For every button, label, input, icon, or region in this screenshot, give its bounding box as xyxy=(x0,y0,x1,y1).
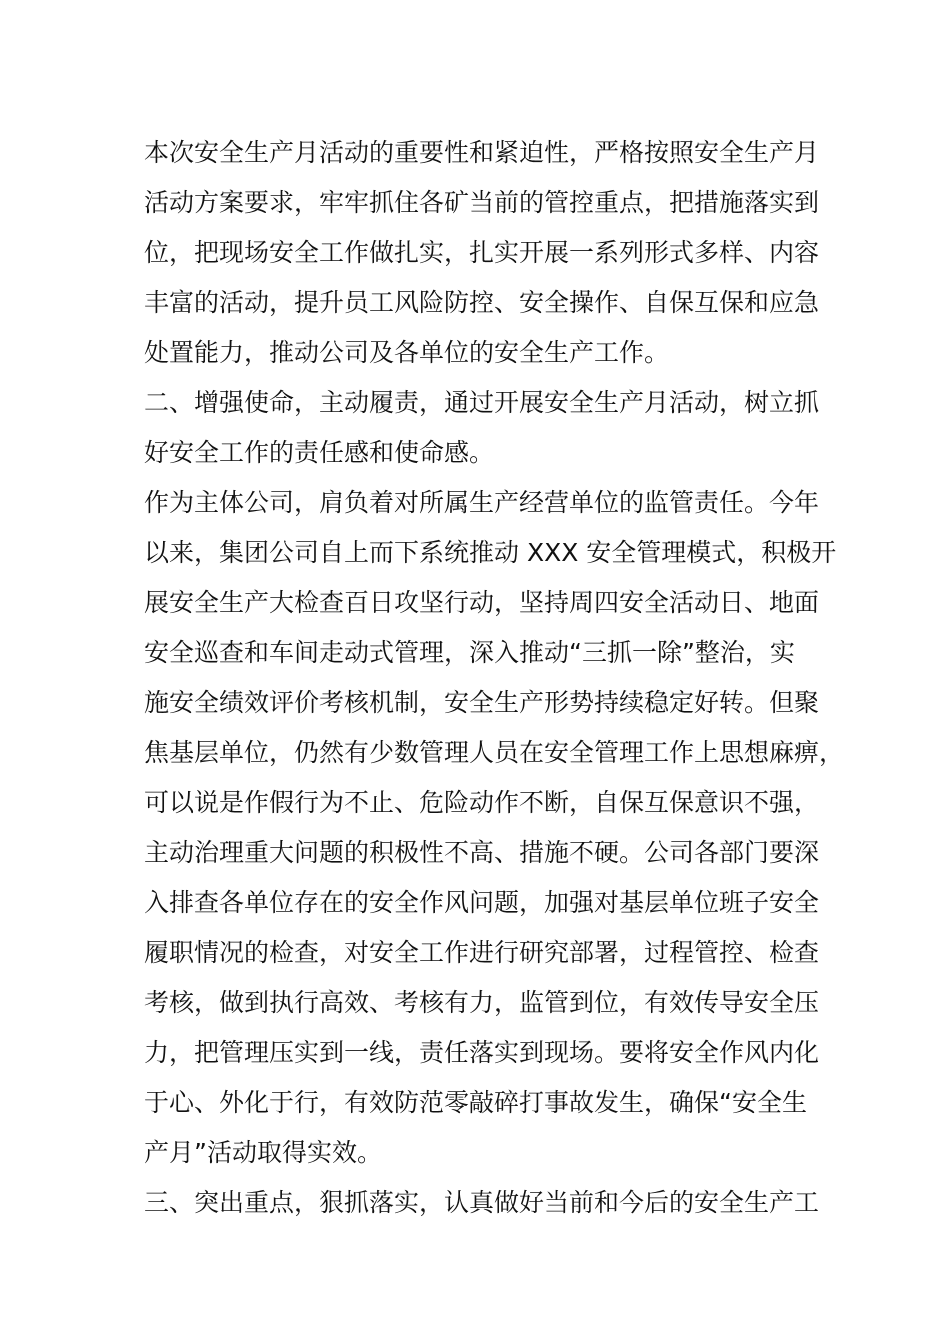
text-line: 产月”活动取得实效。 xyxy=(144,1138,382,1167)
text-line: 安全巡查和车间走动式管理，深入推动“三抓一除”整治，实 xyxy=(144,638,795,667)
text-line: 丰富的活动，提升员工风险防控、安全操作、自保互保和应急 xyxy=(144,288,820,317)
text-line: 作为主体公司，肩负着对所属生产经营单位的监管责任。今年 xyxy=(144,488,820,517)
text-line: 以来，集团公司自上而下系统推动 XXX 安全管理模式，积极开 xyxy=(144,538,837,567)
document-body xyxy=(144,128,845,1228)
section-heading-line: 好安全工作的责任感和使命感。 xyxy=(144,438,495,467)
text-line: 焦基层单位，仍然有少数管理人员在安全管理工作上思想麻痹， xyxy=(144,738,845,767)
text-line: 施安全绩效评价考核机制，安全生产形势持续稳定好转。但聚 xyxy=(144,688,820,717)
text-line: 履职情况的检查，对安全工作进行研究部署，过程管控、检查 xyxy=(144,938,820,967)
text-line: 本次安全生产月活动的重要性和紧迫性，严格按照安全生产月 xyxy=(144,138,820,167)
section-heading-line: 二、增强使命，主动履责，通过开展安全生产月活动，树立抓 xyxy=(144,388,820,417)
text-line: 处置能力，推动公司及各单位的安全生产工作。 xyxy=(144,338,670,367)
text-line: 入排查各单位存在的安全作风问题，加强对基层单位班子安全 xyxy=(144,888,820,917)
text-line: 考核，做到执行高效、考核有力，监管到位，有效传导安全压 xyxy=(144,988,820,1017)
section-heading-line: 三、突出重点，狠抓落实，认真做好当前和今后的安全生产工 xyxy=(144,1188,820,1217)
text-line: 力，把管理压实到一线，责任落实到现场。要将安全作风内化 xyxy=(144,1038,820,1067)
text-line: 展安全生产大检查百日攻坚行动，坚持周四安全活动日、地面 xyxy=(144,588,820,617)
text-line: 主动治理重大问题的积极性不高、措施不硬。公司各部门要深 xyxy=(144,838,820,867)
text-line: 于心、外化于行，有效防范零敲碎打事故发生，确保“安全生 xyxy=(144,1088,807,1117)
text-line: 位，把现场安全工作做扎实，扎实开展一系列形式多样、内容 xyxy=(144,238,820,267)
text-line: 活动方案要求，牢牢抓住各矿当前的管控重点，把措施落实到 xyxy=(144,188,820,217)
text-line: 可以说是作假行为不止、危险动作不断，自保互保意识不强， xyxy=(144,788,820,817)
